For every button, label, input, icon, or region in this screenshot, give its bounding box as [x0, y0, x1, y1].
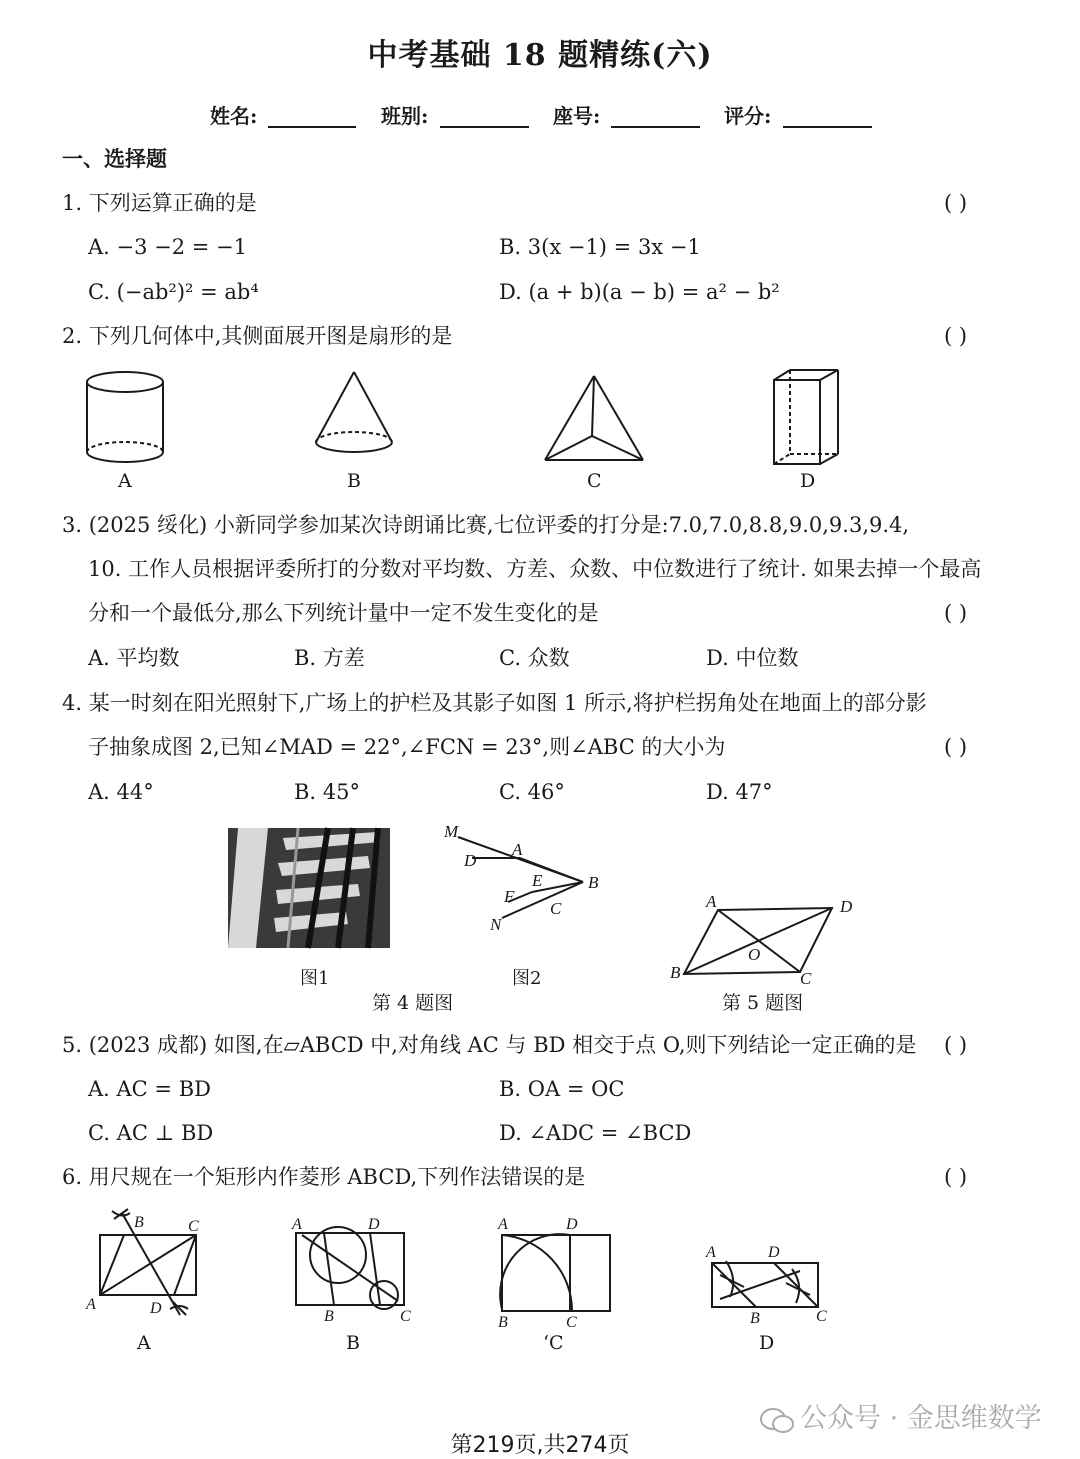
q1-option-a[interactable]: A. −3 −2 = −1: [88, 235, 248, 259]
seat-blank[interactable]: [611, 126, 700, 128]
q3-option-c[interactable]: C. 众数: [499, 646, 570, 670]
q6-fig-a: [100, 1209, 196, 1315]
q2-label-b: B: [347, 470, 361, 492]
q5-stem: 5. (2023 成都) 如图,在▱ABCD 中,对角线 AC 与 BD 相交于点 O,则下列结论一定正确的是: [62, 1033, 917, 1057]
q2-label-d: D: [800, 470, 816, 492]
q6b-point-c: C: [400, 1308, 411, 1325]
q6d-point-a: A: [706, 1244, 716, 1261]
q4-point-e: E: [532, 871, 543, 890]
q4-point-d: D: [464, 851, 477, 870]
q5-point-b: B: [670, 963, 681, 982]
page-title: 中考基础 18 题精练(六): [367, 38, 713, 73]
q5-point-o: O: [748, 945, 761, 964]
pyramid-shape: [545, 376, 643, 460]
name-blank[interactable]: [268, 126, 356, 128]
class-label: 班别:: [381, 104, 429, 128]
q5-option-a[interactable]: A. AC = BD: [88, 1077, 211, 1101]
q4-line-1: 4. 某一时刻在阳光照射下,广场上的护栏及其影子如图 1 所示,将护栏拐角处在地面上的部分影: [62, 691, 927, 715]
q6-constructions-figure: [80, 1205, 840, 1335]
q6c-point-b: B: [498, 1314, 508, 1331]
q4-point-m: M: [444, 822, 459, 841]
q2-solids-figure: [70, 360, 870, 470]
name-label: 姓名:: [210, 104, 258, 128]
q6d-point-c: C: [816, 1308, 827, 1325]
cone-shape: [316, 372, 392, 452]
watermark-text: 公众号 · 金思维数学: [800, 1403, 1042, 1434]
q6b-point-b: B: [324, 1308, 334, 1325]
q6-fig-c: [500, 1234, 610, 1311]
q5-point-d: D: [840, 897, 853, 916]
q6-fig-b: [296, 1227, 404, 1309]
score-label: 评分:: [724, 104, 772, 128]
q6b-point-a: A: [292, 1216, 302, 1233]
q3-line-1: 3. (2025 绥化) 小新同学参加某次诗朗诵比赛,七位评委的打分是:7.0,7.0,8.8,9.0,9.3,9.4,: [62, 513, 910, 537]
q4-line-2: 子抽象成图 2,已知∠MAD = 22°,∠FCN = 23°,则∠ABC 的大小为: [88, 735, 726, 759]
q4-fig2-caption: 图2: [512, 968, 542, 989]
q6a-point-a: A: [86, 1296, 96, 1313]
q5-point-a: A: [706, 892, 717, 911]
q6-label-a: A: [137, 1332, 151, 1354]
q5-option-c[interactable]: C. AC ⊥ BD: [88, 1121, 214, 1145]
q5-parallelogram-figure: [660, 890, 870, 990]
q6d-point-d: D: [768, 1244, 780, 1261]
q1-option-b[interactable]: B. 3(x −1) = 3x −1: [499, 235, 701, 259]
q3-option-d[interactable]: D. 中位数: [706, 646, 799, 670]
q6c-point-d: D: [566, 1216, 578, 1233]
q2-label-a: A: [118, 470, 132, 492]
q6d-point-b: B: [750, 1310, 760, 1327]
cylinder-shape: [87, 372, 163, 462]
q2-stem: 2. 下列几何体中,其侧面展开图是扇形的是: [62, 324, 453, 348]
q4-point-n: N: [490, 915, 502, 934]
q5-answer-paren[interactable]: ( ): [944, 1033, 968, 1057]
q5-option-b[interactable]: B. OA = OC: [499, 1077, 625, 1101]
q5-option-d[interactable]: D. ∠ADC = ∠BCD: [499, 1121, 692, 1145]
q6-stem: 6. 用尺规在一个矩形内作菱形 ABCD,下列作法错误的是: [62, 1165, 586, 1189]
q3-line-2: 10. 工作人员根据评委所打的分数对平均数、方差、众数、中位数进行了统计. 如果去掉一个最高: [88, 557, 982, 581]
q4-figure-caption: 第 4 题图: [372, 992, 454, 1014]
q6-label-c: ‘C: [543, 1332, 564, 1354]
q6-label-d: D: [759, 1332, 775, 1354]
q6c-point-a: A: [498, 1216, 508, 1233]
q4-option-c[interactable]: C. 46°: [499, 780, 565, 804]
q6-fig-d: [712, 1261, 818, 1307]
q6-label-b: B: [346, 1332, 360, 1354]
seat-label: 座号:: [553, 104, 601, 128]
q4-point-f: F: [504, 887, 515, 906]
q2-answer-paren[interactable]: ( ): [944, 324, 968, 348]
q4-railing-photo: [228, 828, 390, 948]
q1-stem: 1. 下列运算正确的是: [62, 191, 257, 215]
q4-point-c: C: [550, 899, 562, 918]
q2-label-c: C: [587, 470, 602, 492]
q3-option-a[interactable]: A. 平均数: [88, 646, 180, 670]
q5-point-c: C: [800, 969, 812, 988]
q4-fig1-caption: 图1: [300, 968, 330, 989]
q4-option-b[interactable]: B. 45°: [294, 780, 361, 804]
prism-shape: [774, 370, 838, 464]
q3-answer-paren[interactable]: ( ): [944, 601, 968, 625]
q4-option-d[interactable]: D. 47°: [706, 780, 773, 804]
q5-figure-caption: 第 5 题图: [722, 992, 804, 1014]
q6b-point-d: D: [368, 1216, 380, 1233]
section-heading: 一、选择题: [62, 146, 167, 171]
q4-answer-paren[interactable]: ( ): [944, 735, 968, 759]
q1-option-c[interactable]: C. (−ab²)² = ab⁴: [88, 280, 259, 304]
q6-answer-paren[interactable]: ( ): [944, 1165, 968, 1189]
score-blank[interactable]: [783, 126, 872, 128]
q1-option-d[interactable]: D. (a + b)(a − b) = a² − b²: [499, 280, 780, 304]
q4-point-a: A: [512, 840, 523, 859]
q1-answer-paren[interactable]: ( ): [944, 191, 968, 215]
q4-option-a[interactable]: A. 44°: [88, 780, 154, 804]
q6a-point-b: B: [134, 1214, 144, 1231]
page-footer: 第219页,共274页: [450, 1433, 630, 1458]
q4-figure-2: [440, 822, 610, 937]
q3-option-b[interactable]: B. 方差: [294, 646, 365, 670]
q6a-point-d: D: [150, 1300, 162, 1317]
q6a-point-c: C: [188, 1218, 199, 1235]
q3-line-3: 分和一个最低分,那么下列统计量中一定不发生变化的是: [88, 601, 599, 625]
q6c-point-c: C: [566, 1314, 577, 1331]
q4-point-b: B: [588, 873, 599, 892]
class-blank[interactable]: [440, 126, 529, 128]
